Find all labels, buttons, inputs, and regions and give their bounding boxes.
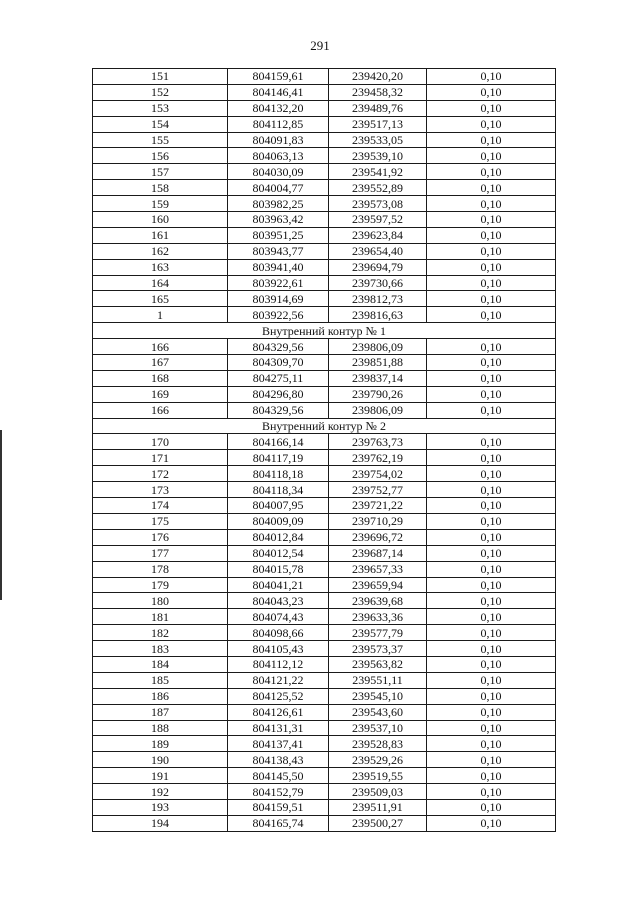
point-number-cell: 156: [93, 148, 228, 164]
table-row: [93, 370, 556, 386]
y-coordinate-cell: 239687,14: [329, 545, 427, 561]
point-number-cell: 153: [93, 100, 228, 116]
table-row: [93, 450, 556, 466]
y-coordinate-cell: 239577,79: [329, 625, 427, 641]
y-coordinate-cell: 239851,88: [329, 355, 427, 371]
point-number-cell: 186: [93, 688, 228, 704]
x-coordinate-cell: 804030,09: [228, 164, 329, 180]
accuracy-cell: 0,10: [427, 577, 556, 593]
table-row: [93, 212, 556, 228]
accuracy-cell: 0,10: [427, 784, 556, 800]
point-number-cell: 182: [93, 625, 228, 641]
table-row: [93, 609, 556, 625]
x-coordinate-cell: 804098,66: [228, 625, 329, 641]
point-number-cell: 178: [93, 561, 228, 577]
point-number-cell: 170: [93, 434, 228, 450]
y-coordinate-cell: 239812,73: [329, 291, 427, 307]
y-coordinate-cell: 239721,22: [329, 498, 427, 514]
table-row: [93, 84, 556, 100]
table-row: [93, 180, 556, 196]
table-row: [93, 784, 556, 800]
accuracy-cell: 0,10: [427, 307, 556, 323]
y-coordinate-cell: 239543,60: [329, 704, 427, 720]
table-row: [93, 69, 556, 85]
point-number-cell: 166: [93, 339, 228, 355]
x-coordinate-cell: 804132,20: [228, 100, 329, 116]
x-coordinate-cell: 804152,79: [228, 784, 329, 800]
table-row: [93, 116, 556, 132]
point-number-cell: 167: [93, 355, 228, 371]
table-row: [93, 625, 556, 641]
point-number-cell: 187: [93, 704, 228, 720]
x-coordinate-cell: 803951,25: [228, 227, 329, 243]
table-row: [93, 561, 556, 577]
x-coordinate-cell: 804004,77: [228, 180, 329, 196]
y-coordinate-cell: 239541,92: [329, 164, 427, 180]
table-row: [93, 227, 556, 243]
y-coordinate-cell: 239563,82: [329, 656, 427, 672]
point-number-cell: 190: [93, 752, 228, 768]
y-coordinate-cell: 239762,19: [329, 450, 427, 466]
table-row: [93, 799, 556, 815]
point-number-cell: 164: [93, 275, 228, 291]
x-coordinate-cell: 804309,70: [228, 355, 329, 371]
accuracy-cell: 0,10: [427, 339, 556, 355]
x-coordinate-cell: 804159,51: [228, 799, 329, 815]
y-coordinate-cell: 239710,29: [329, 513, 427, 529]
x-coordinate-cell: 804275,11: [228, 370, 329, 386]
accuracy-cell: 0,10: [427, 164, 556, 180]
accuracy-cell: 0,10: [427, 545, 556, 561]
accuracy-cell: 0,10: [427, 148, 556, 164]
x-coordinate-cell: 804125,52: [228, 688, 329, 704]
coordinates-table: [92, 68, 556, 832]
table-row: [93, 704, 556, 720]
coordinates-table-body: [93, 69, 556, 832]
accuracy-cell: 0,10: [427, 116, 556, 132]
x-coordinate-cell: 804138,43: [228, 752, 329, 768]
x-coordinate-cell: 803943,77: [228, 243, 329, 259]
accuracy-cell: 0,10: [427, 513, 556, 529]
point-number-cell: 165: [93, 291, 228, 307]
x-coordinate-cell: 804166,14: [228, 434, 329, 450]
point-number-cell: 168: [93, 370, 228, 386]
x-coordinate-cell: 804159,61: [228, 69, 329, 85]
y-coordinate-cell: 239633,36: [329, 609, 427, 625]
accuracy-cell: 0,10: [427, 498, 556, 514]
table-row: [93, 243, 556, 259]
point-number-cell: 184: [93, 656, 228, 672]
accuracy-cell: 0,10: [427, 370, 556, 386]
x-coordinate-cell: 804118,34: [228, 482, 329, 498]
point-number-cell: 173: [93, 482, 228, 498]
table-row: [93, 720, 556, 736]
table-row: [93, 545, 556, 561]
y-coordinate-cell: 239511,91: [329, 799, 427, 815]
point-number-cell: 181: [93, 609, 228, 625]
point-number-cell: 176: [93, 529, 228, 545]
point-number-cell: 194: [93, 815, 228, 831]
y-coordinate-cell: 239489,76: [329, 100, 427, 116]
y-coordinate-cell: 239573,37: [329, 641, 427, 657]
y-coordinate-cell: 239806,09: [329, 339, 427, 355]
point-number-cell: 179: [93, 577, 228, 593]
accuracy-cell: 0,10: [427, 752, 556, 768]
x-coordinate-cell: 803963,42: [228, 212, 329, 228]
point-number-cell: 193: [93, 799, 228, 815]
point-number-cell: 174: [93, 498, 228, 514]
point-number-cell: 177: [93, 545, 228, 561]
y-coordinate-cell: 239754,02: [329, 466, 427, 482]
scan-edge-mark: [0, 430, 2, 600]
table-row: [93, 132, 556, 148]
x-coordinate-cell: 804329,56: [228, 339, 329, 355]
table-row: [93, 100, 556, 116]
accuracy-cell: 0,10: [427, 529, 556, 545]
y-coordinate-cell: 239790,26: [329, 386, 427, 402]
x-coordinate-cell: 804015,78: [228, 561, 329, 577]
accuracy-cell: 0,10: [427, 656, 556, 672]
y-coordinate-cell: 239529,26: [329, 752, 427, 768]
y-coordinate-cell: 239551,11: [329, 672, 427, 688]
x-coordinate-cell: 804118,18: [228, 466, 329, 482]
accuracy-cell: 0,10: [427, 100, 556, 116]
accuracy-cell: 0,10: [427, 720, 556, 736]
table-row: [93, 482, 556, 498]
y-coordinate-cell: 239519,55: [329, 768, 427, 784]
table-row: [93, 291, 556, 307]
point-number-cell: 155: [93, 132, 228, 148]
y-coordinate-cell: 239816,63: [329, 307, 427, 323]
accuracy-cell: 0,10: [427, 609, 556, 625]
x-coordinate-cell: 803922,56: [228, 307, 329, 323]
accuracy-cell: 0,10: [427, 259, 556, 275]
x-coordinate-cell: 804121,22: [228, 672, 329, 688]
y-coordinate-cell: 239696,72: [329, 529, 427, 545]
point-number-cell: 162: [93, 243, 228, 259]
accuracy-cell: 0,10: [427, 212, 556, 228]
x-coordinate-cell: 804063,13: [228, 148, 329, 164]
accuracy-cell: 0,10: [427, 736, 556, 752]
table-row: [93, 577, 556, 593]
accuracy-cell: 0,10: [427, 434, 556, 450]
table-row: [93, 593, 556, 609]
accuracy-cell: 0,10: [427, 180, 556, 196]
point-number-cell: 188: [93, 720, 228, 736]
section-heading-row: [93, 418, 556, 434]
x-coordinate-cell: 804105,43: [228, 641, 329, 657]
x-coordinate-cell: 804329,56: [228, 402, 329, 418]
accuracy-cell: 0,10: [427, 482, 556, 498]
table-row: [93, 656, 556, 672]
x-coordinate-cell: 804296,80: [228, 386, 329, 402]
table-row: [93, 386, 556, 402]
accuracy-cell: 0,10: [427, 386, 556, 402]
table-row: [93, 641, 556, 657]
table-row: [93, 355, 556, 371]
y-coordinate-cell: 239458,32: [329, 84, 427, 100]
accuracy-cell: 0,10: [427, 69, 556, 85]
accuracy-cell: 0,10: [427, 593, 556, 609]
point-number-cell: 157: [93, 164, 228, 180]
accuracy-cell: 0,10: [427, 355, 556, 371]
point-number-cell: 163: [93, 259, 228, 275]
accuracy-cell: 0,10: [427, 450, 556, 466]
table-row: [93, 815, 556, 831]
table-row: [93, 148, 556, 164]
section-heading: Внутренний контур № 1: [93, 323, 556, 339]
x-coordinate-cell: 804012,84: [228, 529, 329, 545]
table-row: [93, 672, 556, 688]
table-row: [93, 513, 556, 529]
accuracy-cell: 0,10: [427, 84, 556, 100]
point-number-cell: 160: [93, 212, 228, 228]
x-coordinate-cell: 804145,50: [228, 768, 329, 784]
y-coordinate-cell: 239806,09: [329, 402, 427, 418]
table-row: [93, 434, 556, 450]
accuracy-cell: 0,10: [427, 275, 556, 291]
table-row: [93, 259, 556, 275]
x-coordinate-cell: 803922,61: [228, 275, 329, 291]
point-number-cell: 1: [93, 307, 228, 323]
point-number-cell: 192: [93, 784, 228, 800]
point-number-cell: 171: [93, 450, 228, 466]
accuracy-cell: 0,10: [427, 768, 556, 784]
page-number: 291: [310, 38, 330, 53]
accuracy-cell: 0,10: [427, 641, 556, 657]
point-number-cell: 159: [93, 196, 228, 212]
table-row: [93, 529, 556, 545]
y-coordinate-cell: 239545,10: [329, 688, 427, 704]
table-row: [93, 688, 556, 704]
y-coordinate-cell: 239763,73: [329, 434, 427, 450]
accuracy-cell: 0,10: [427, 625, 556, 641]
accuracy-cell: 0,10: [427, 688, 556, 704]
accuracy-cell: 0,10: [427, 815, 556, 831]
x-coordinate-cell: 804041,21: [228, 577, 329, 593]
accuracy-cell: 0,10: [427, 672, 556, 688]
y-coordinate-cell: 239552,89: [329, 180, 427, 196]
point-number-cell: 161: [93, 227, 228, 243]
accuracy-cell: 0,10: [427, 704, 556, 720]
table-row: [93, 339, 556, 355]
x-coordinate-cell: 803914,69: [228, 291, 329, 307]
x-coordinate-cell: 804131,31: [228, 720, 329, 736]
y-coordinate-cell: 239730,66: [329, 275, 427, 291]
y-coordinate-cell: 239597,52: [329, 212, 427, 228]
x-coordinate-cell: 804126,61: [228, 704, 329, 720]
y-coordinate-cell: 239537,10: [329, 720, 427, 736]
accuracy-cell: 0,10: [427, 227, 556, 243]
accuracy-cell: 0,10: [427, 132, 556, 148]
section-heading-row: [93, 323, 556, 339]
y-coordinate-cell: 239623,84: [329, 227, 427, 243]
x-coordinate-cell: 804146,41: [228, 84, 329, 100]
x-coordinate-cell: 804091,83: [228, 132, 329, 148]
x-coordinate-cell: 803982,25: [228, 196, 329, 212]
table-row: [93, 752, 556, 768]
accuracy-cell: 0,10: [427, 243, 556, 259]
y-coordinate-cell: 239517,13: [329, 116, 427, 132]
x-coordinate-cell: 804009,09: [228, 513, 329, 529]
accuracy-cell: 0,10: [427, 291, 556, 307]
x-coordinate-cell: 804165,74: [228, 815, 329, 831]
y-coordinate-cell: 239654,40: [329, 243, 427, 259]
point-number-cell: 180: [93, 593, 228, 609]
x-coordinate-cell: 804112,12: [228, 656, 329, 672]
point-number-cell: 154: [93, 116, 228, 132]
accuracy-cell: 0,10: [427, 799, 556, 815]
y-coordinate-cell: 239639,68: [329, 593, 427, 609]
section-heading: Внутренний контур № 2: [93, 418, 556, 434]
table-row: [93, 164, 556, 180]
y-coordinate-cell: 239573,08: [329, 196, 427, 212]
x-coordinate-cell: 804043,23: [228, 593, 329, 609]
point-number-cell: 152: [93, 84, 228, 100]
point-number-cell: 151: [93, 69, 228, 85]
table-row: [93, 768, 556, 784]
x-coordinate-cell: 803941,40: [228, 259, 329, 275]
point-number-cell: 189: [93, 736, 228, 752]
accuracy-cell: 0,10: [427, 561, 556, 577]
point-number-cell: 191: [93, 768, 228, 784]
x-coordinate-cell: 804074,43: [228, 609, 329, 625]
accuracy-cell: 0,10: [427, 466, 556, 482]
y-coordinate-cell: 239657,33: [329, 561, 427, 577]
y-coordinate-cell: 239509,03: [329, 784, 427, 800]
x-coordinate-cell: 804117,19: [228, 450, 329, 466]
point-number-cell: 172: [93, 466, 228, 482]
point-number-cell: 158: [93, 180, 228, 196]
x-coordinate-cell: 804137,41: [228, 736, 329, 752]
accuracy-cell: 0,10: [427, 402, 556, 418]
y-coordinate-cell: 239533,05: [329, 132, 427, 148]
y-coordinate-cell: 239420,20: [329, 69, 427, 85]
y-coordinate-cell: 239752,77: [329, 482, 427, 498]
point-number-cell: 166: [93, 402, 228, 418]
y-coordinate-cell: 239500,27: [329, 815, 427, 831]
table-row: [93, 736, 556, 752]
point-number-cell: 183: [93, 641, 228, 657]
accuracy-cell: 0,10: [427, 196, 556, 212]
table-row: [93, 466, 556, 482]
table-row: [93, 498, 556, 514]
x-coordinate-cell: 804112,85: [228, 116, 329, 132]
point-number-cell: 169: [93, 386, 228, 402]
y-coordinate-cell: 239539,10: [329, 148, 427, 164]
table-row: [93, 275, 556, 291]
y-coordinate-cell: 239528,83: [329, 736, 427, 752]
y-coordinate-cell: 239694,79: [329, 259, 427, 275]
x-coordinate-cell: 804012,54: [228, 545, 329, 561]
point-number-cell: 185: [93, 672, 228, 688]
table-row: [93, 402, 556, 418]
point-number-cell: 175: [93, 513, 228, 529]
y-coordinate-cell: 239659,94: [329, 577, 427, 593]
table-row: [93, 196, 556, 212]
table-row: [93, 307, 556, 323]
y-coordinate-cell: 239837,14: [329, 370, 427, 386]
x-coordinate-cell: 804007,95: [228, 498, 329, 514]
